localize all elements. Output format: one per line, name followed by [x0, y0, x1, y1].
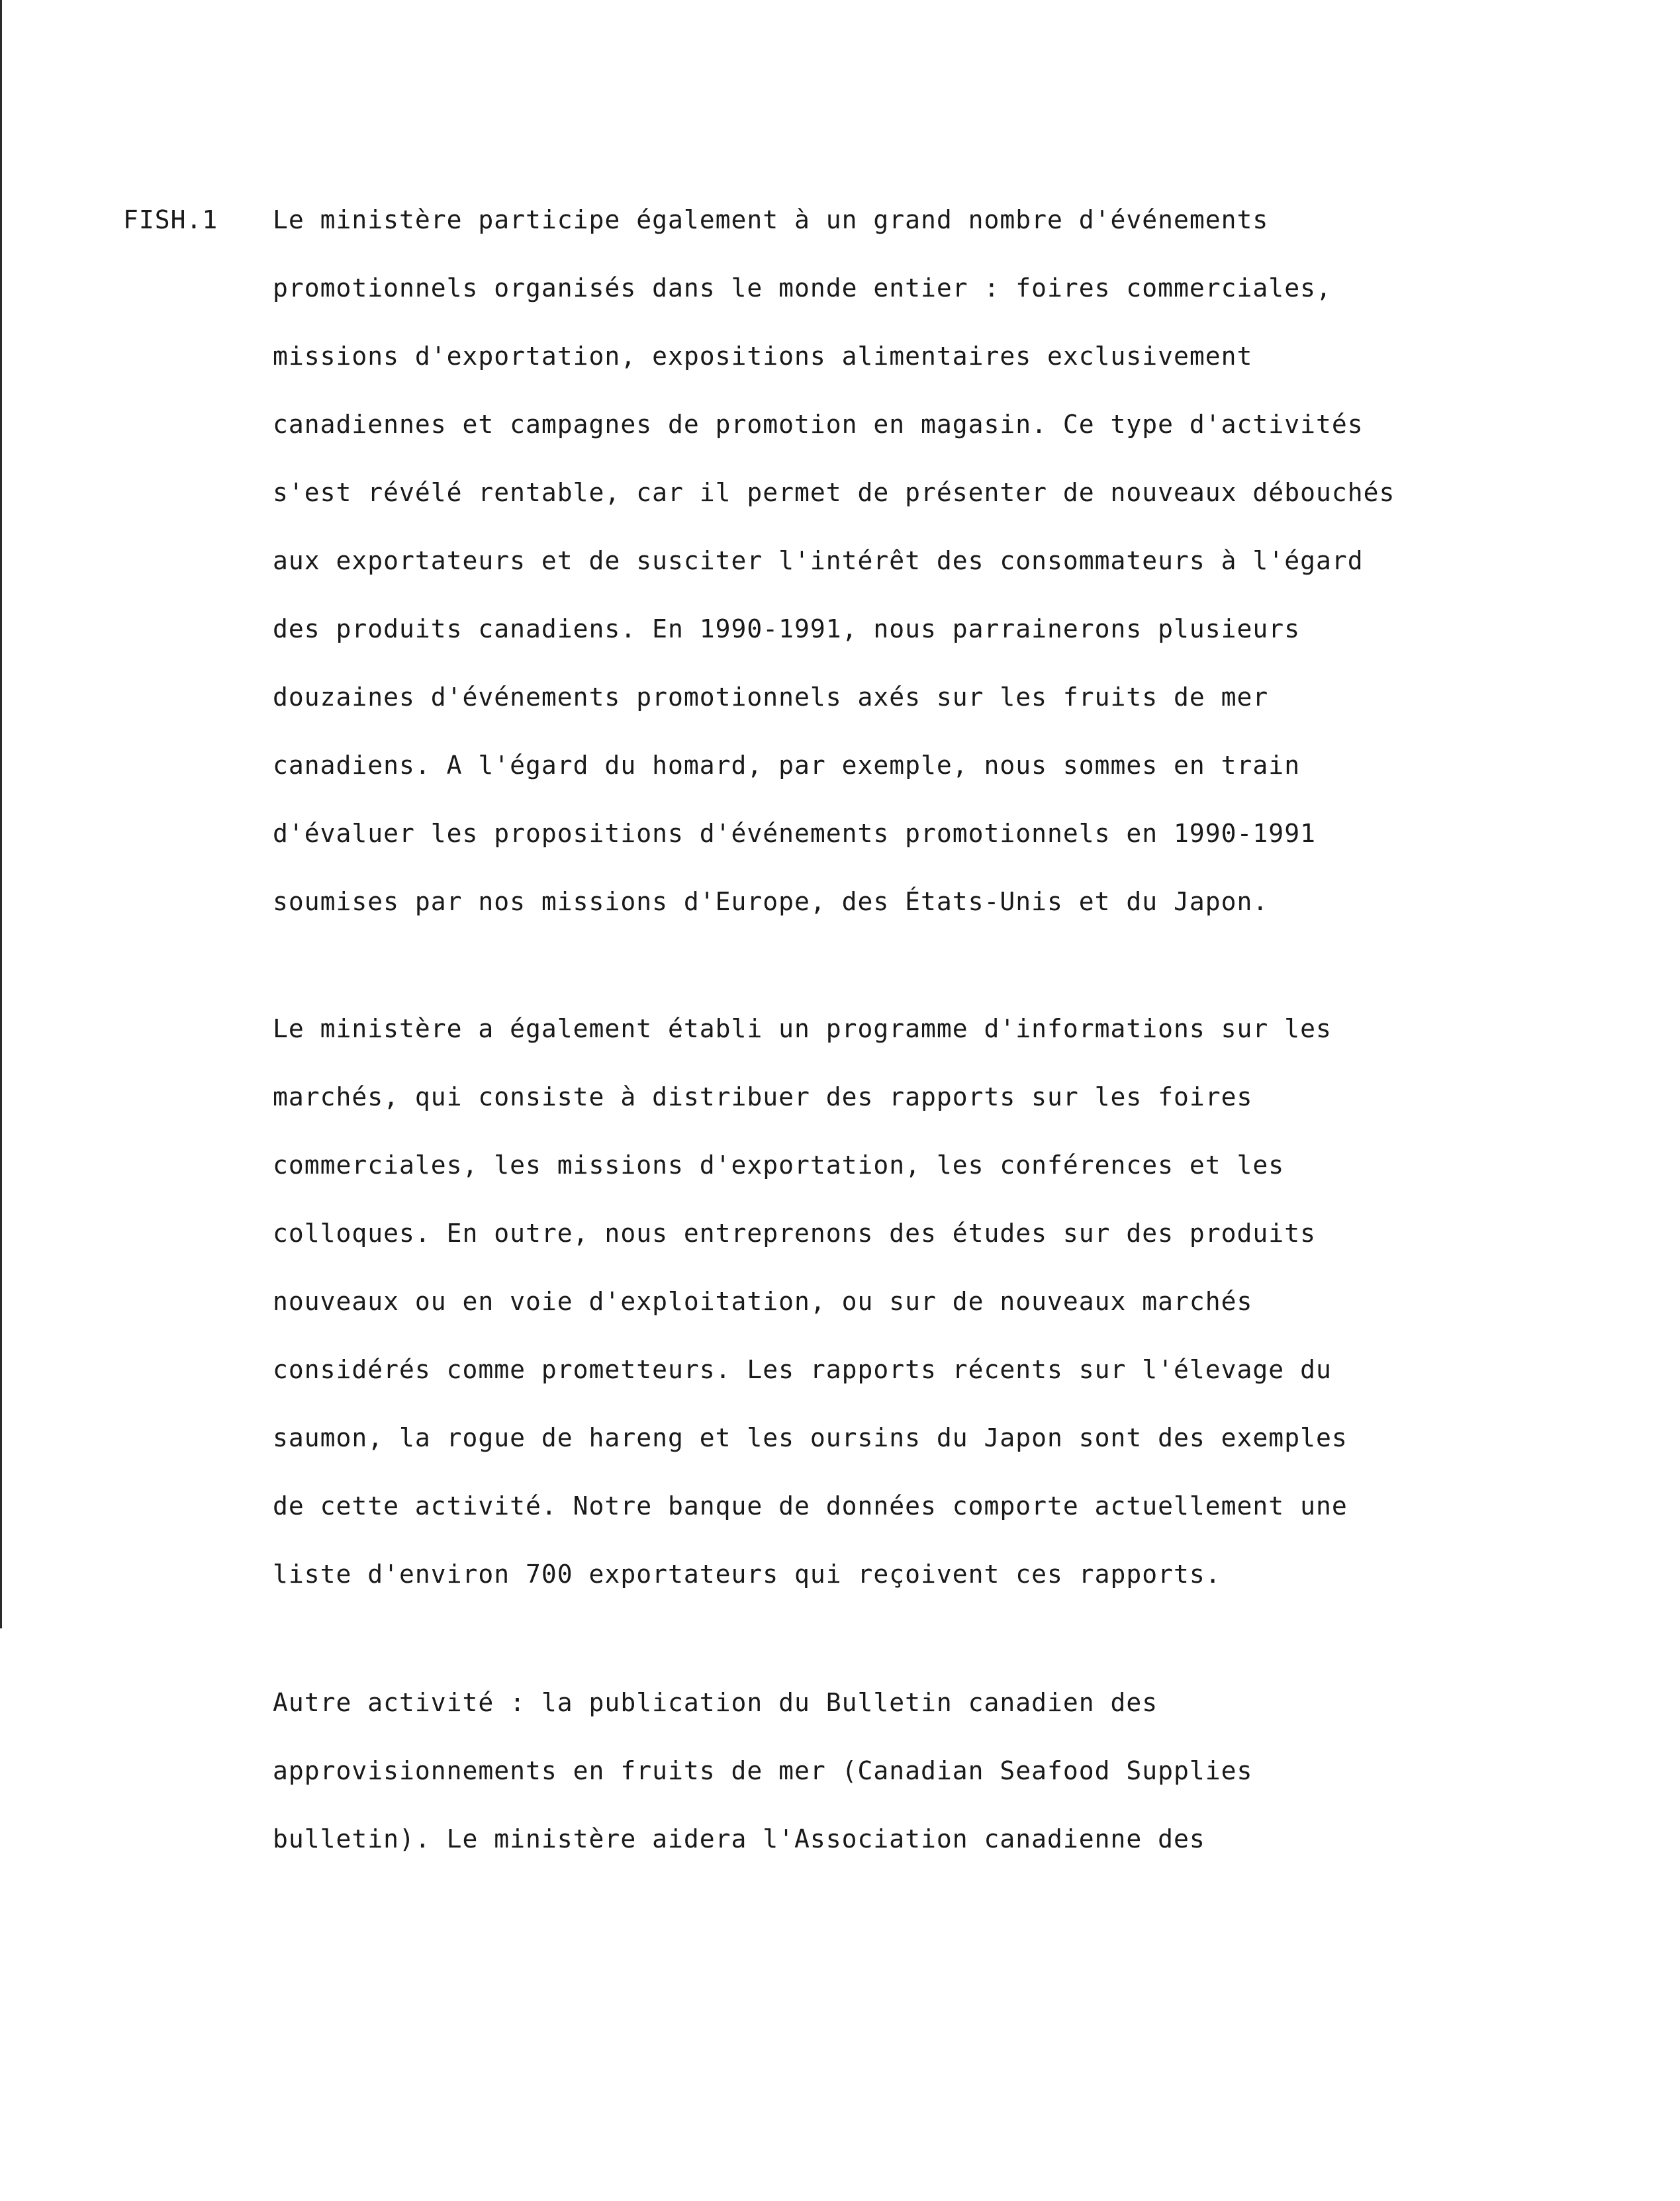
- text-line: approvisionnements en fruits de mer (Canadian Seafood Supplies: [273, 1756, 1253, 1785]
- text-line: soumises par nos missions d'Europe, des États-Unis et du Japon.: [273, 887, 1269, 916]
- text-line: colloques. En outre, nous entreprenons des études sur des produits: [273, 1219, 1316, 1248]
- text-line: de cette activité. Notre banque de données comporte actuellement une: [273, 1491, 1348, 1521]
- paragraph-market-information: [273, 1013, 1348, 1626]
- text-line: d'évaluer les propositions d'événements promotionnels en 1990-1991: [273, 819, 1316, 848]
- text-line: aux exportateurs et de susciter l'intérêt des consommateurs à l'égard: [273, 546, 1364, 575]
- text-line: commerciales, les missions d'exportation, les conférences et les: [273, 1150, 1285, 1180]
- text-line: Autre activité : la publication du Bulletin canadien des: [273, 1688, 1158, 1717]
- section-reference: FISH.1: [123, 205, 218, 234]
- paragraph-promotional-events: [273, 204, 1395, 954]
- scan-edge-line: [0, 0, 2, 1628]
- text-line: douzaines d'événements promotionnels axés sur les fruits de mer: [273, 682, 1269, 712]
- paragraph-seafood-bulletin: [273, 1687, 1252, 1891]
- text-line: considérés comme prometteurs. Les rapports récents sur l'élevage du: [273, 1355, 1332, 1384]
- text-line: Le ministère a également établi un programme d'informations sur les: [273, 1014, 1332, 1043]
- text-line: des produits canadiens. En 1990-1991, nous parrainerons plusieurs: [273, 614, 1301, 643]
- text-line: Le ministère participe également à un grand nombre d'événements: [273, 205, 1269, 234]
- text-line: promotionnels organisés dans le monde entier : foires commerciales,: [273, 273, 1332, 303]
- text-line: marchés, qui consiste à distribuer des rapports sur les foires: [273, 1082, 1253, 1111]
- text-line: missions d'exportation, expositions alimentaires exclusivement: [273, 342, 1253, 371]
- text-line: s'est révélé rentable, car il permet de présenter de nouveaux débouchés: [273, 478, 1395, 507]
- text-line: bulletin). Le ministère aidera l'Association canadienne des: [273, 1824, 1205, 1853]
- text-line: saumon, la rogue de hareng et les oursins du Japon sont des exemples: [273, 1423, 1348, 1452]
- text-line: nouveaux ou en voie d'exploitation, ou sur de nouveaux marchés: [273, 1287, 1253, 1316]
- text-line: canadiens. A l'égard du homard, par exemple, nous sommes en train: [273, 751, 1301, 780]
- text-line: liste d'environ 700 exportateurs qui reçoivent ces rapports.: [273, 1560, 1221, 1589]
- text-line: canadiennes et campagnes de promotion en magasin. Ce type d'activités: [273, 410, 1364, 439]
